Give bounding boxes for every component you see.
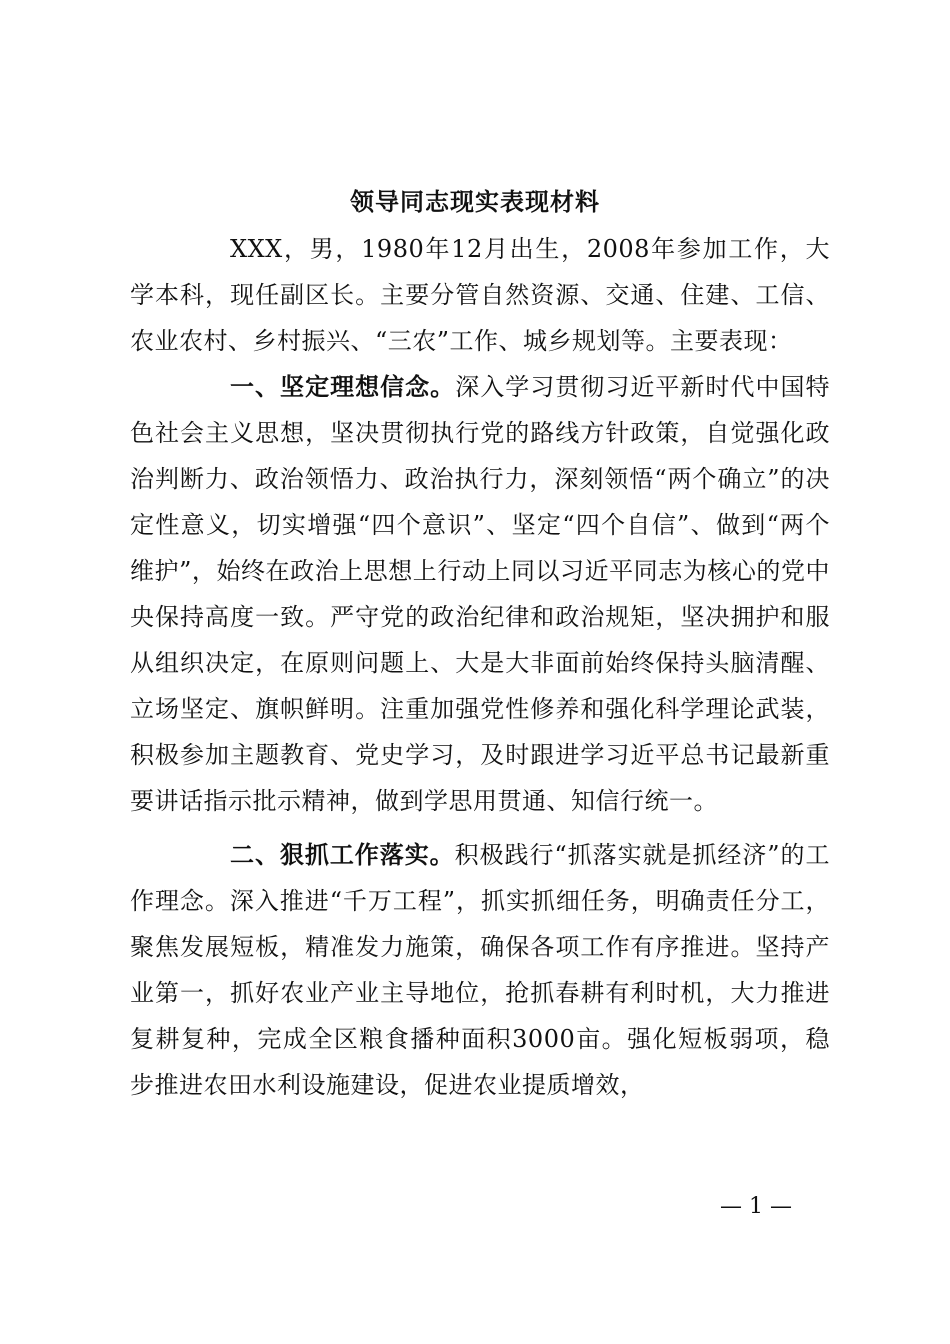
section-1-text: 深入学习贯彻习近平新时代中国特色社会主义思想，坚决贯彻执行党的路线方针政策，自觉强化政治判断力、政治领悟力、政治执行力，深刻领悟“两个确立”的决定性意义，切实增强“四个意识”、坚定“四个自信”、做到“两个维护”，始终在政治上思想上行动上同以习近平同志为核心的党中央保持高度一致。严守党的政治纪律和政治规矩，坚决拥护和服从组织决定，在原则问题上、大是大非面前始终保持头脑清醒、立场坚定、旗帜鲜明。注重加强党性修养和强化科学理论武装，积极参加主题教育、党史学习，及时跟进学习近平总书记最新重要讲话指示批示精神，做到学思用贯通、知信行统一。 — [130, 373, 831, 815]
document-title: 领导同志现实表现材料 — [350, 187, 600, 216]
section-1-heading: 一、坚定理想信念。 — [230, 373, 456, 401]
document-body — [130, 226, 830, 1108]
page-number: — 1 — — [720, 1194, 792, 1219]
section-2-paragraph — [130, 832, 830, 1108]
section-2-heading: 二、狠抓工作落实。 — [230, 841, 455, 869]
section-2-text: 积极践行“抓落实就是抓经济”的工作理念。深入推进“千万工程”，抓实抓细任务，明确责任分工，聚焦发展短板，精准发力施策，确保各项工作有序推进。坚持产业第一，抓好农业产业主导地位，抢抓春耕有利时机，大力推进复耕复种，完成全区粮食播种面积3000亩。强化短板弱项，稳步推进农田水利设施建设，促进农业提质增效， — [130, 841, 830, 1099]
section-1-paragraph — [130, 364, 830, 824]
intro-paragraph: XXX，男，1980年12月出生，2008年参加工作，大学本科，现任副区长。主要分管自然资源、交通、住建、工信、农业农村、乡村振兴、“三农”工作、城乡规划等。主要表现： — [130, 235, 830, 355]
